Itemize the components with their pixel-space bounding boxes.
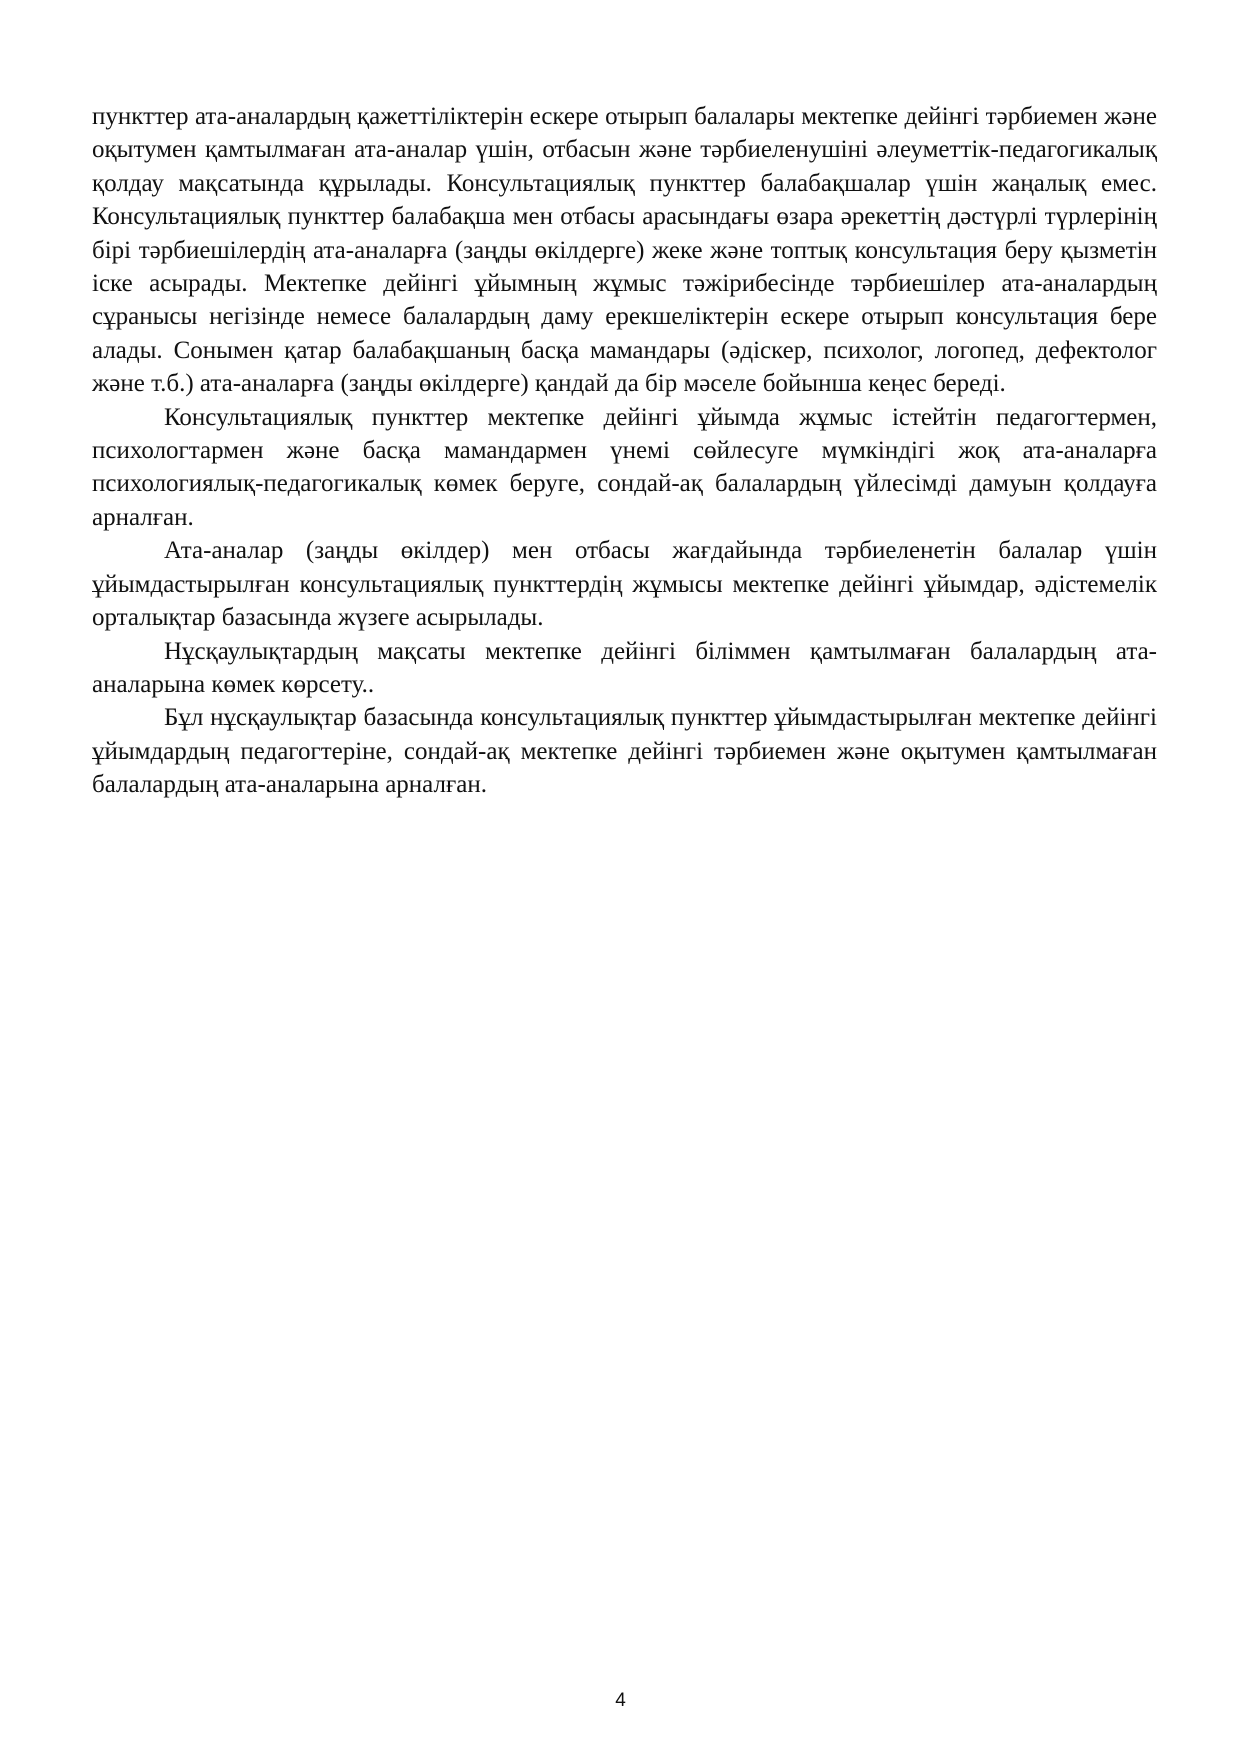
page-number: 4	[615, 1690, 626, 1711]
paragraph-organization: Ата-аналар (заңды өкілдер) мен отбасы жағдайында тәрбиеленетін балалар үшін ұйымдастырылған консультациялық пункттердің жұмысы мектепке дейінгі ұйымдар, әдістемелік орталықтар базасында жүзеге асырылады.	[92, 537, 1157, 632]
document-body	[92, 100, 1157, 802]
paragraph-guidelines-goal: Нұсқаулықтардың мақсаты мектепке дейінгі біліммен қамтылмаған балалардың ата-аналарына көмек көрсету..	[92, 637, 1157, 698]
paragraph-audience: Бұл нұсқаулықтар базасында консультациялық пункттер ұйымдастырылған мектепке дейінгі ұйымдардың педагогтеріне, сондай-ақ мектепке дейінгі тәрбиемен және оқытумен қамтылмаған балалардың ата-аналарына арналған.	[92, 704, 1157, 799]
paragraph-continuation: пункттер ата-аналардың қажеттіліктерін ескере отырып балалары мектепке дейінгі тәрбиемен және оқытумен қамтылмаған ата-аналар үшін, отбасын және тәрбиеленушіні әлеуметтік-педагогикалық қолдау мақсатында құрылады. Консультациялық пункттер балабақшалар үшін жаңалық емес. Консультациялық пункттер балабақша мен отбасы арасындағы өзара әрекеттің дәстүрлі түрлерінің бірі тәрбиешілердің ата-аналарға (заңды өкілдерге) жеке және топтық консультация беру қызметін іске асырады. Мектепке дейінгі ұйымның жұмыс тәжірибесінде тәрбиешілер ата-аналардың сұранысы негізінде немесе балалардың даму ерекшеліктерін ескере отырып консультация бере алады. Сонымен қатар балабақшаның басқа мамандары (әдіскер, психолог, логопед, дефектолог және т.б.) ата-аналарға (заңды өкілдерге) қандай да бір мәселе бойынша кеңес береді.	[92, 103, 1157, 398]
paragraph-consultation-purpose: Консультациялық пункттер мектепке дейінгі ұйымда жұмыс істейтін педагогтермен, психологтармен және басқа мамандармен үнемі сөйлесуге мүмкіндігі жоқ ата-аналарға психологиялық-педагогикалық көмек беруге, сондай-ақ балалардың үйлесімді дамуын қолдауға арналған.	[92, 403, 1157, 531]
